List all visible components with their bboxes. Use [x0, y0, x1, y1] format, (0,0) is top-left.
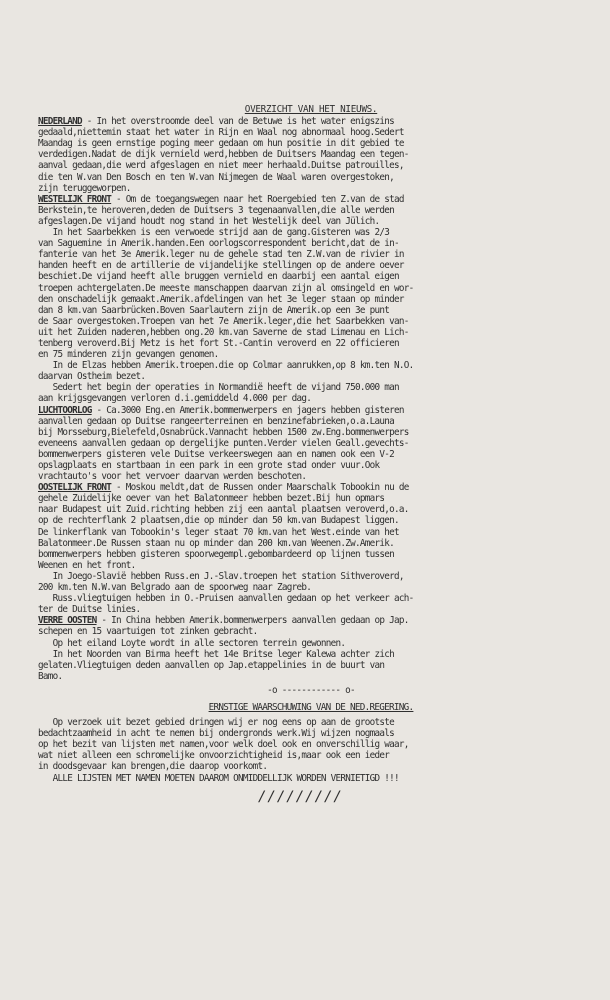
line-text: De linkerflank van Tobookin's leger staat 70 km.van het West.einde van het — [38, 526, 399, 538]
text-line — [38, 305, 584, 316]
line-text: gelaten.Vliegtuigen deden aanvallen op Jap.etappelinies in de buurt van — [38, 659, 385, 671]
separator: -o ------------ o- — [267, 684, 355, 696]
line-text: gehele Zuidelijke oever van het Balatonmeer hebben bezet.Bij hun opmars — [38, 493, 385, 505]
line-text: de Saar overgestoken.Troepen van het 7e Amerik.leger,die het Saarbekken van- — [38, 315, 409, 327]
text-line — [38, 615, 584, 626]
text-line — [38, 582, 584, 593]
news-section — [38, 116, 584, 194]
text-line — [38, 671, 584, 682]
line-text: aanvallen gedaan op Duitse rangeerterreinen en benzinefabrieken,o.a.Launa — [38, 415, 395, 427]
text-line — [38, 338, 584, 349]
line-text: beschiet.De vijand heeft alle bruggen vernield en daarbij een aantal eigen — [38, 271, 399, 283]
text-line — [38, 438, 584, 449]
text-line — [38, 638, 584, 649]
line-text: den onschadelijk gemaakt.Amerik.afdelingen van het 3e leger staan op minder — [38, 293, 404, 305]
line-text: handen heeft en de artillerie de vijandelijke stellingen op de andere oever — [38, 260, 404, 272]
warning-line: op het bezit van lijsten met namen,voor welk doel ook en onverschillig waar, — [38, 739, 409, 751]
text-line — [38, 549, 584, 560]
text-line — [38, 249, 584, 260]
section-heading: OOSTELIJK FRONT — [38, 482, 112, 494]
text-line — [38, 238, 584, 249]
line-text: bommenwerpers gisteren vele Duitse verkeerswegen aan en namen ook een V-2 — [38, 448, 395, 460]
line-text: van Saguemine in Amerik.handen.Een oorlogscorrespondent bericht,dat de in- — [38, 238, 399, 250]
line-text: naar Budapest uit Zuid.richting hebben zij een aantal plaatsen veroverd,o.a. — [38, 504, 409, 516]
text-line — [38, 571, 584, 582]
text-line — [38, 604, 584, 615]
text-line — [38, 626, 584, 637]
text-line — [38, 649, 584, 660]
line-text: fanterie van het 3e Amerik.leger nu de gehele stad ten Z.W.van de rivier in — [38, 249, 404, 261]
line-text: schepen en 15 vaartuigen tot zinken gebracht. — [38, 626, 258, 638]
line-text: gedaald,niettemin staat het water in Rijn en Waal nog abnormaal hoog.Sedert — [38, 127, 404, 139]
news-section — [38, 482, 584, 615]
warning-line: bedachtzaamheid in acht te nemen bij ondergronds werk.Wij wijzen nogmaals — [38, 728, 395, 740]
stamp-marks: ///////// — [258, 788, 343, 805]
text-line — [38, 538, 584, 549]
text-line — [38, 471, 584, 482]
warning-text — [38, 717, 584, 784]
document-title: OVERZICHT VAN HET NIEUWS. — [244, 104, 378, 115]
text-line — [38, 560, 584, 571]
line-text: uit het Zuiden naderen,hebben ong.20 km.van Saverne de stad Limenau en Lich- — [38, 326, 409, 338]
section-heading: VERRE OOSTEN — [38, 615, 97, 627]
section-heading: LUCHTOORLOG — [38, 404, 92, 416]
text-line — [38, 449, 584, 460]
warning-title: ERNSTIGE WAARSCHUWING VAN DE NED.REGERING. — [208, 701, 414, 713]
line-text: - Om de toegangswegen naar het Roergebied ten Z.van de stad — [111, 193, 404, 205]
line-text: die ten W.van Den Bosch en ten W.van Nijmegen de Waal waren overgestoken, — [38, 171, 395, 183]
line-text: verdedigen.Nadat de dijk vernield werd,hebben de Duitsers Maandag een tegen- — [38, 149, 409, 161]
section-heading: WESTELIJK FRONT — [38, 193, 112, 205]
text-line — [38, 205, 584, 216]
text-line — [38, 172, 584, 183]
news-section — [38, 405, 584, 483]
line-text: - Moskou meldt,dat de Russen onder Maarschalk Tobookin nu de — [111, 482, 409, 494]
text-line — [38, 127, 584, 138]
text-line — [38, 260, 584, 271]
line-text: Bamo. — [38, 670, 63, 682]
text-line — [38, 160, 584, 171]
text-line — [38, 493, 584, 504]
line-text: Russ.vliegtuigen hebben in O.-Pruisen aanvallen gedaan op het verkeer ach- — [38, 593, 414, 605]
text-line — [38, 504, 584, 515]
line-text: ter de Duitse linies. — [38, 604, 141, 616]
line-text: troepen achtergelaten.De meeste manschappen daarvan zijn al omsingeld en wor- — [38, 282, 414, 294]
text-line — [38, 316, 584, 327]
line-text: Balatonmeer.De Russen staan nu op minder dan 200 km.van Weenen.Zw.Amerik. — [38, 537, 395, 549]
line-text: 200 km.ten N.W.van Belgrado aan de spoorweg naar Zagreb. — [38, 582, 312, 594]
line-text: - In China hebben Amerik.bommenwerpers aanvallen gedaan op Jap. — [96, 615, 409, 627]
text-line — [38, 183, 584, 194]
text-line — [38, 427, 584, 438]
line-text: zijn teruggeworpen. — [38, 182, 131, 194]
line-text: Maandag is geen ernstige poging meer gedaan om hun positie in dit gebied te — [38, 138, 404, 150]
text-line — [38, 294, 584, 305]
line-text: In de Elzas hebben Amerik.troepen.die op Colmar aanrukken,op 8 km.ten N.O. — [38, 360, 414, 372]
text-line — [38, 216, 584, 227]
line-text: bommenwerpers hebben gisteren spoorwegempl.gebombardeerd op lijnen tussen — [38, 548, 395, 560]
line-text: tenberg veroverd.Bij Metz is het fort St.-Cantin veroverd en 22 officieren — [38, 337, 399, 349]
text-line — [38, 515, 584, 526]
text-line — [38, 360, 584, 371]
news-section — [38, 615, 584, 682]
line-text: aanval gedaan,die werd afgeslagen en niet meer herhaald.Duitse patrouilles, — [38, 160, 404, 172]
line-text: Berkstein,te heroveren,deden de Duitsers 3 tegenaanvallen,die alle werden — [38, 204, 395, 216]
line-text: aan krijgsgevangen verloren d.i.gemiddeld 4.000 per dag. — [38, 393, 312, 405]
text-line — [38, 138, 584, 149]
text-line — [38, 460, 584, 471]
text-line — [38, 371, 584, 382]
line-text: op de rechterflank 2 plaatsen,die op minder dan 50 km.van Budapest liggen. — [38, 515, 399, 527]
line-text: bij Morsseburg,Bielefeld,Osnabrück.Vannacht hebben 1500 zw.Eng.bommenwerpers — [38, 426, 409, 438]
line-text: In het Noorden van Birma heeft het 14e Britse leger Kalewa achter zich — [38, 648, 395, 660]
text-line — [38, 482, 584, 493]
line-text: eveneens aanvallen gedaan op dergelijke punten.Verder vielen Geall.gevechts- — [38, 437, 409, 449]
text-line — [38, 393, 584, 404]
section-heading: NEDERLAND — [38, 116, 82, 128]
warning-line: wat niet alleen een schromelijke onvoorzichtigheid is,maar ook een ieder — [38, 750, 390, 762]
line-text: - In het overstroomde deel van de Betuwe is het water enigszins — [81, 116, 395, 128]
warning-line: in doodsgevaar kan brengen,die daarop voorkomt. — [38, 761, 268, 773]
text-line — [38, 405, 584, 416]
text-line — [38, 283, 584, 294]
line-text: Weenen en het front. — [38, 559, 136, 571]
line-text: vrachtauto's voor het vervoer daarvan werden beschoten. — [38, 471, 307, 483]
text-line — [38, 327, 584, 338]
warning-line: ALLE LIJSTEN MET NAMEN MOETEN DAAROM ONMIDDELLIJK WORDEN VERNIETIGD !!! — [38, 772, 399, 784]
text-line — [38, 527, 584, 538]
text-line — [38, 349, 584, 360]
news-section — [38, 194, 584, 405]
text-line — [38, 416, 584, 427]
line-text: en 75 minderen zijn gevangen genomen. — [38, 349, 219, 361]
news-sections — [38, 116, 584, 682]
line-text: daarvan Ostheim bezet. — [38, 371, 146, 383]
text-line — [38, 194, 584, 205]
line-text: afgeslagen.De vijand houdt nog stand in het Westelijk deel van Jülich. — [38, 215, 380, 227]
line-text: In Joego-Slavië hebben Russ.en J.-Slav.troepen het station Sithveroverd, — [38, 570, 404, 582]
warning-line: Op verzoek uit bezet gebied dringen wij er nog eens op aan de grootste — [38, 717, 395, 729]
text-line — [38, 382, 584, 393]
text-line — [38, 149, 584, 160]
line-text: Sedert het begin der operaties in Normandië heeft de vijand 750.000 man — [38, 382, 399, 394]
line-text: In het Saarbekken is een verwoede strijd aan de gang.Gisteren was 2/3 — [38, 227, 390, 239]
text-line — [38, 227, 584, 238]
text-line — [38, 271, 584, 282]
line-text: opslagplaats en startbaan in een park in een grote stad onder vuur.Ook — [38, 460, 380, 471]
line-text: dan 8 km.van Saarbrücken.Boven Saarlautern zijn de Amerik.op een 3e punt — [38, 304, 390, 316]
text-line — [38, 593, 584, 604]
text-line — [38, 116, 584, 127]
line-text: Op het eiland Loyte wordt in alle sectoren terrein gewonnen. — [38, 637, 346, 649]
text-line — [38, 660, 584, 671]
line-text: - Ca.3000 Eng.en Amerik.bommenwerpers en jagers hebben gisteren — [91, 404, 404, 416]
